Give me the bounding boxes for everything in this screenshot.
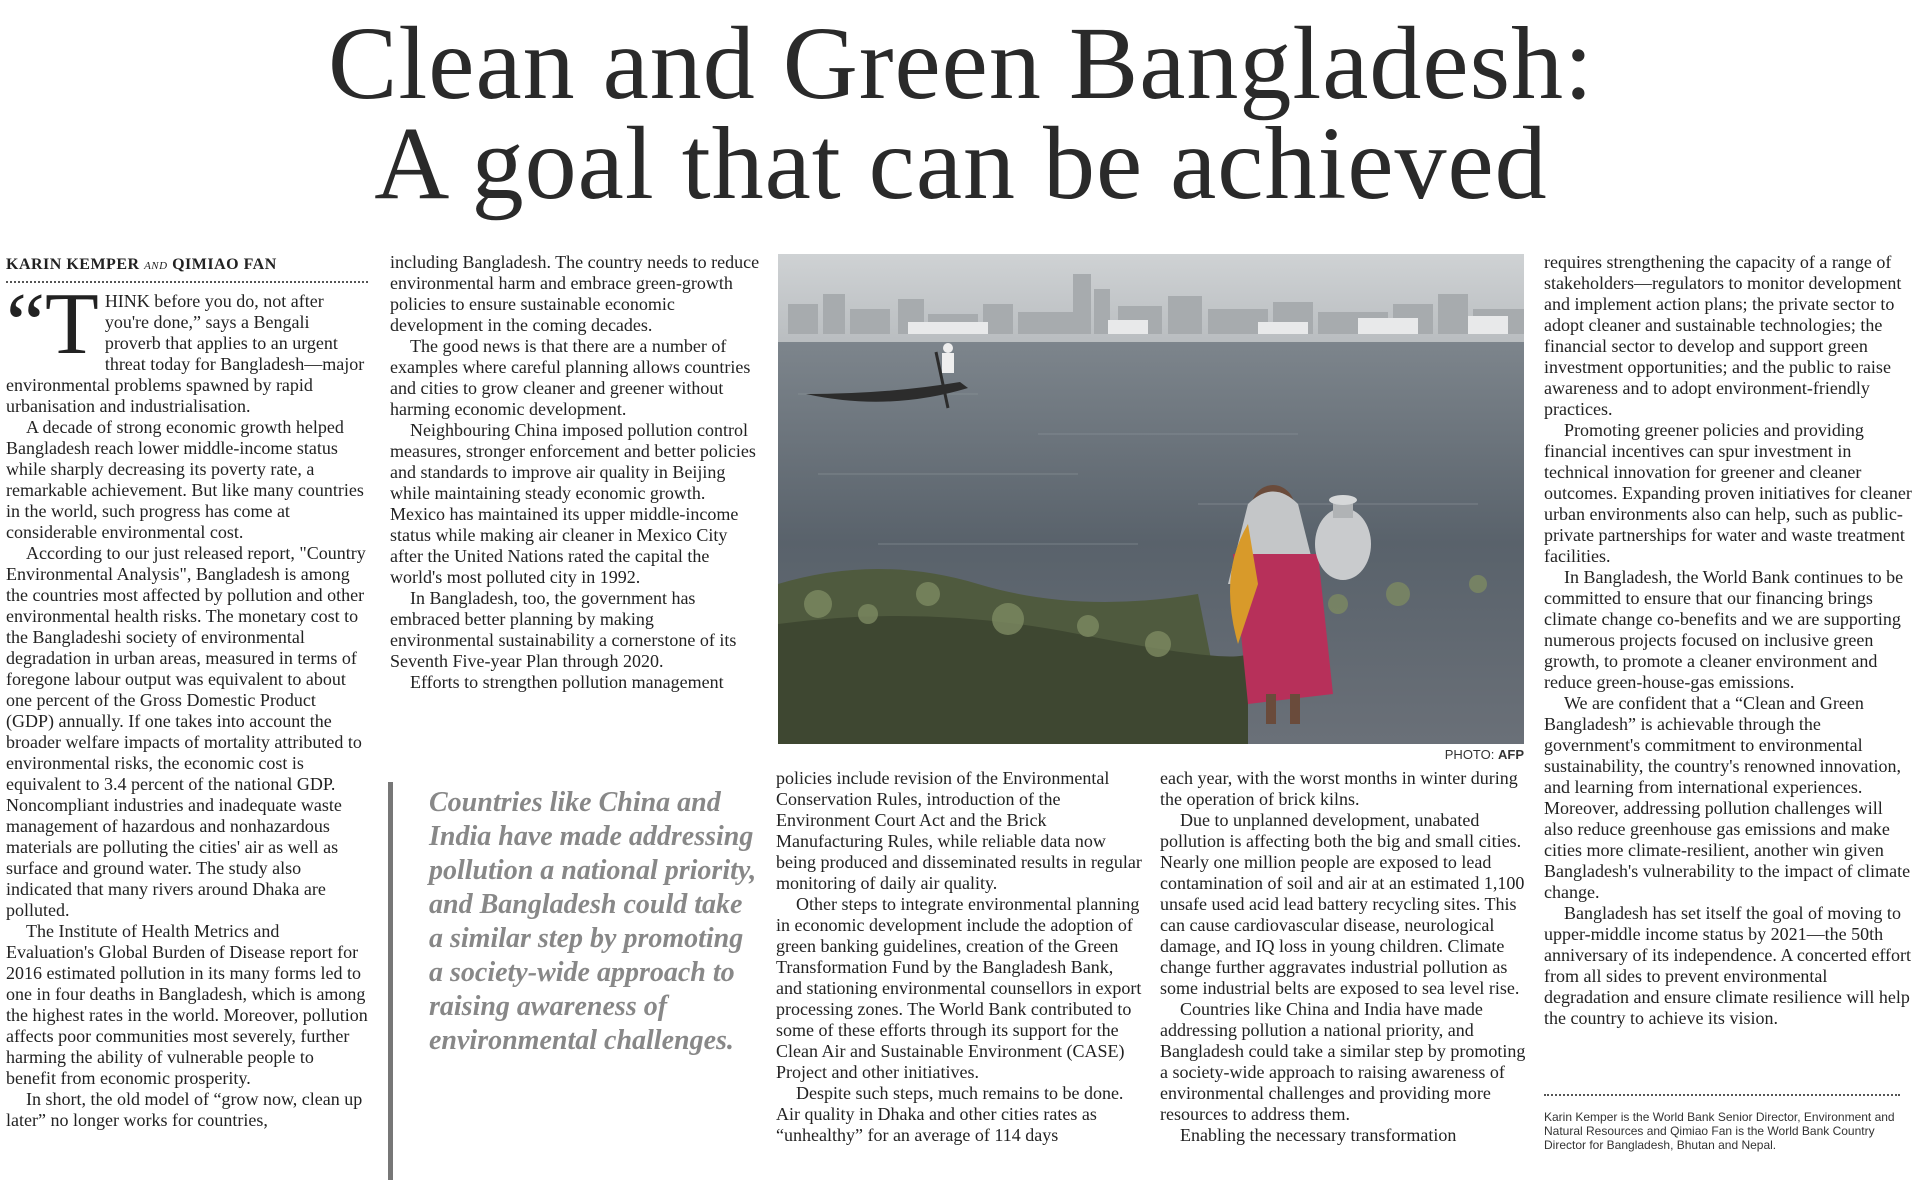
body-paragraph: Neighbouring China imposed pollution control measures, stronger enforcement and better policies and standards to improve air quality in Beijing while maintaining steady economic growth. Mexico has maintained its upper middle-income status while making air cleaner in Mexico City after the United Nations rated the capital the world's most polluted city in 1992. (390, 420, 756, 587)
body-paragraph: In Bangladesh, the World Bank continues to be committed to ensure that our financing brings climate change co-benefits and we are supporting numerous projects focused on inclusive green growth, to promote a cleaner environment and reduce green-house-gas emissions. (1544, 567, 1904, 692)
column-3 (776, 768, 1142, 1183)
body-paragraph: We are confident that a “Clean and Green Bangladesh” is achievable through the government's commitment to environmental sustainability, the country's renowned innovation, and learning from international experiences. Moreover, addressing pollution challenges will also reduce greenhouse gas emissions and make cities more climate-resilient, another win given Bangladesh's vulnerability to the impact of climate change. (1544, 693, 1911, 902)
body-paragraph: Efforts to strengthen pollution management (410, 672, 724, 692)
column-5 (1544, 252, 1912, 1088)
photo-credit-source: AFP (1498, 747, 1524, 762)
photo-credit-label: PHOTO: (1444, 747, 1495, 762)
article-photo (778, 254, 1524, 744)
headline (0, 6, 1922, 221)
byline-conjunction: and (144, 256, 168, 273)
body-paragraph: Despite such steps, much remains to be done. Air quality in Dhaka and other cities rates as “unhealthy” for an average of 114 days (776, 1083, 1124, 1145)
body-paragraph: policies include revision of the Environmental Conservation Rules, introduction of the Environment Court Act and the Brick Manufacturing Rules, while reliable data now being produced and disseminated results in regular monitoring of daily air quality. (776, 768, 1142, 893)
pull-quote-text: Countries like China and India have made addressing pollution a national priority, and Bangladesh could take a similar step by promoting a society-wide approach to raising awareness of environmental challenges. (429, 787, 757, 1056)
body-paragraph: each year, with the worst months in winter during the operation of brick kilns. (1160, 768, 1518, 809)
byline-author-2: QIMIAO FAN (172, 256, 277, 273)
body-paragraph: Countries like China and India have made addressing pollution a national priority, and Bangladesh could take a similar step by promoting a society-wide approach to raising awareness of environmental challenges and providing more resources to address them. (1160, 999, 1526, 1124)
column-2 (390, 252, 762, 758)
body-paragraph: According to our just released report, "Country Environmental Analysis", Bangladesh is among the countries most affected by pollution and other environmental health risks. The monetary cost to the Bangladeshi society of environmental degradation in urban areas, measured in terms of foregone labour output was equivalent to about one percent of the Gross Domestic Product (GDP) annually. If one takes into account the broader welfare impacts of mortality attributed to environmental risks, the economic cost is equivalent to 3.4 percent of the national GDP. Noncompliant industries and inadequate waste management of hazardous and nonhazardous materials are polluting the cities' air as well as surface and ground water. The study also indicated that many rivers around Dhaka are polluted. (6, 543, 366, 920)
body-paragraph: Promoting greener policies and providing financial incentives can spur investment in technical innovation for greener and cleaner outcomes. Expanding proven initiatives for cleaner urban environments also can help, such as public-private partnerships for water and waste treatment facilities. (1544, 420, 1912, 566)
body-paragraph: Due to unplanned development, unabated pollution is affecting both the big and small cities. Nearly one million people are exposed to lead contamination of soil and air at an estimated 1,100 unsafe used acid lead battery recycling sites. This can cause cardiovascular disease, neurological damage, and IQ loss in young children. Climate change further aggravates industrial pollution as some industrial belts are exposed to sea level rise. (1160, 810, 1525, 998)
column-1 (6, 254, 368, 1183)
body-paragraph: In short, the old model of “grow now, clean up later” no longer works for countries, (6, 1089, 363, 1130)
body-paragraph: requires strengthening the capacity of a range of stakeholders—regulators to monitor development and implement action plans; the private sector to adopt cleaner and sustainable technologies; the financial sector to develop and support green investment opportunities; and the public to raise awareness and to adopt environment-friendly practices. (1544, 252, 1902, 419)
headline-line-1: Clean and Green Bangladesh: (328, 6, 1594, 121)
river-scene-illustration (778, 254, 1524, 744)
lead-paragraph-text: HINK before you do, not after you're done,” says a Bengali proverb that applies to an urgent threat today for Bangladesh—major environmental problems spawned by rapid urbanisation and industrialisation. (6, 291, 365, 416)
lead-paragraph (6, 276, 368, 417)
body-paragraph: A decade of strong economic growth helped Bangladesh reach lower middle-income status while sharply decreasing its poverty rate, a remarkable achievement. But like many countries in the world, such progress has come at considerable environmental cost. (6, 417, 364, 542)
body-paragraph: The good news is that there are a number of examples where careful planning allows countries and cities to grow cleaner and greener without harming economic development. (390, 336, 751, 419)
body-paragraph: Other steps to integrate environmental planning in economic development include the adoption of green banking guidelines, creation of the Green Transformation Fund by the Bangladesh Bank, and stationing environmental counsellors in export processing zones. The World Bank contributed to some of these efforts through its support for the Clean Air and Sustainable Environment (CASE) Project and other initiatives. (776, 894, 1142, 1082)
body-paragraph: The Institute of Health Metrics and Evaluation's Global Burden of Disease report for 2016 estimated pollution in its many forms led to one in four deaths in Bangladesh, which is among the highest rates in the world. Moreover, pollution affects poor communities most severely, further harming the ability of vulnerable people to benefit from economic prosperity. (6, 921, 368, 1088)
body-paragraph: In Bangladesh, too, the government has embraced better planning by making environmental sustainability a cornerstone of its Seventh Five-year Plan through 2020. (390, 588, 737, 671)
drop-cap: “T (6, 276, 99, 373)
body-paragraph: including Bangladesh. The country needs to reduce environmental harm and embrace green-growth policies to ensure sustainable economic development in the coming decades. (390, 252, 760, 335)
author-note: Karin Kemper is the World Bank Senior Director, Environment and Natural Resources and Qimiao Fan is the World Bank Country Director for Bangladesh, Bhutan and Nepal. (1544, 1094, 1900, 1152)
headline-line-2: A goal that can be achieved (374, 106, 1548, 221)
body-paragraph: Bangladesh has set itself the goal of moving to upper-middle income status by 2021—the 50th anniversary of its independence. A concerted effort from all sides to prevent environmental degradation and ensure climate resilience will help the country to achieve its vision. (1544, 903, 1912, 1028)
column-4 (1160, 768, 1526, 1183)
byline-author-1: KARIN KEMPER (6, 256, 140, 273)
pull-quote (388, 782, 758, 1180)
body-paragraph: Enabling the necessary transformation (1180, 1125, 1457, 1145)
photo-credit (1400, 747, 1524, 762)
